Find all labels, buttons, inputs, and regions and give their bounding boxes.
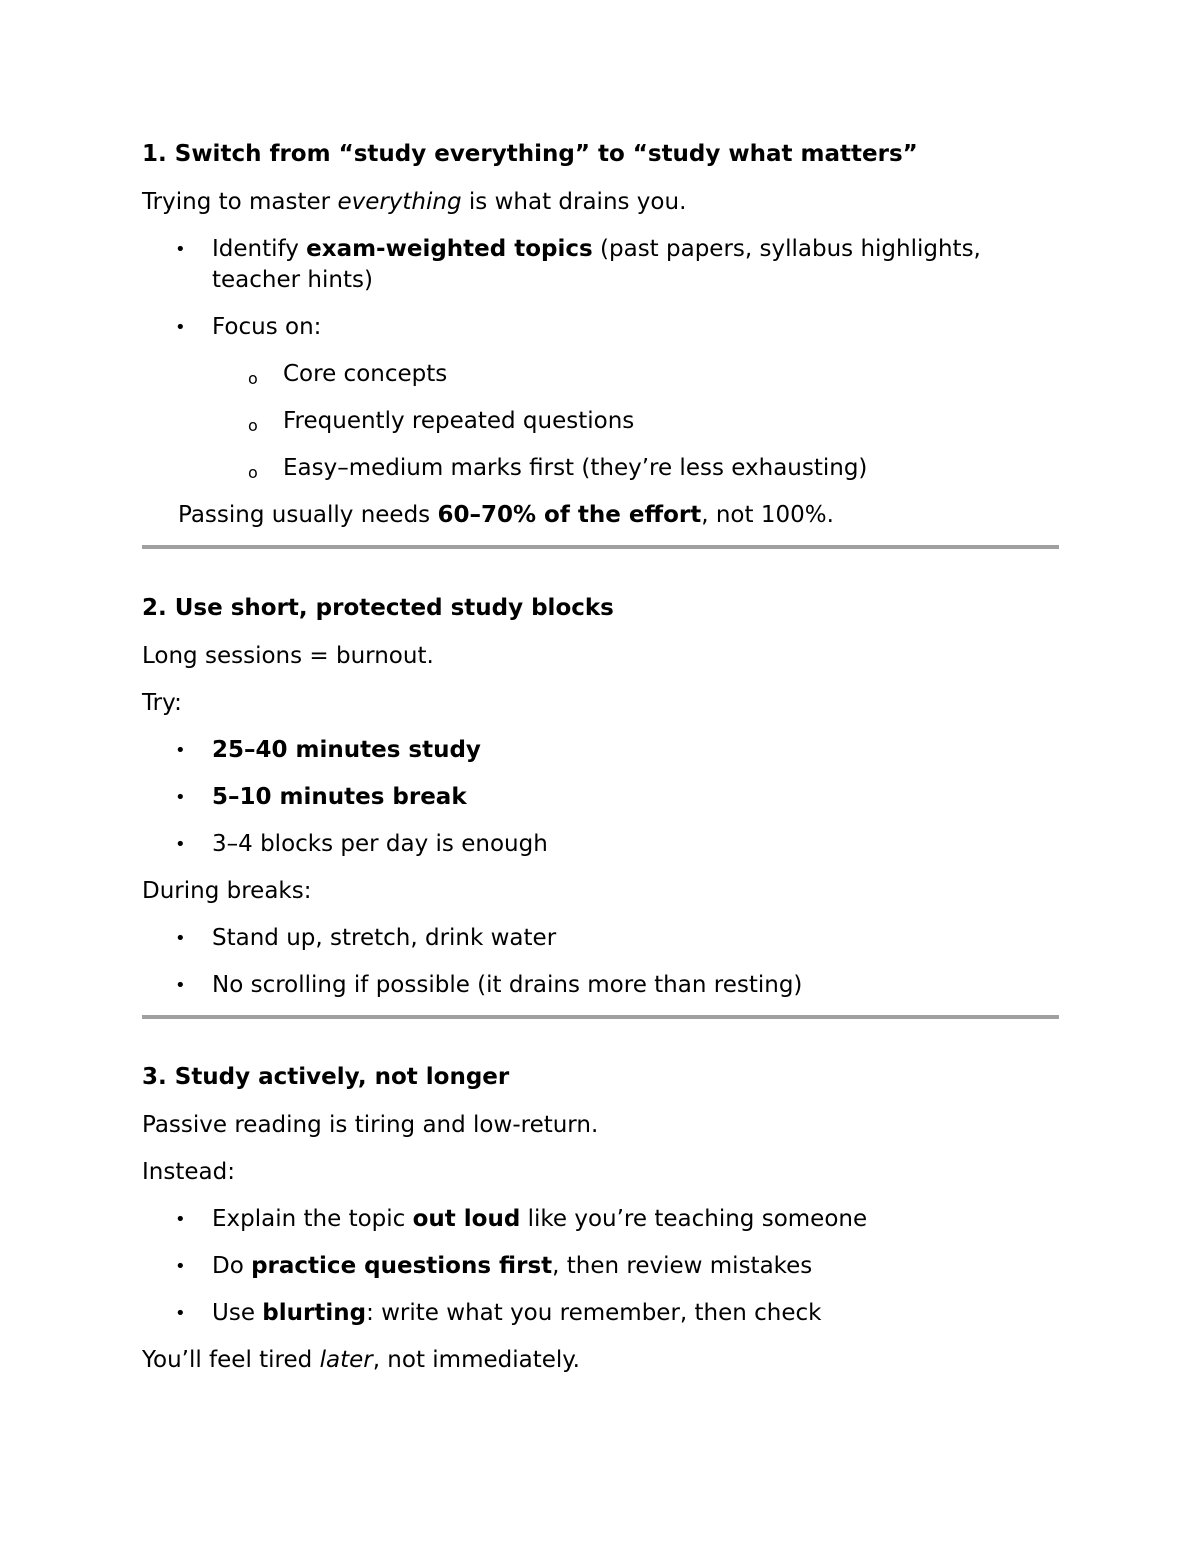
breaks-label: During breaks: — [142, 878, 312, 904]
list-item — [142, 1204, 1059, 1235]
bullet-icon: • — [175, 1209, 186, 1230]
bullet-icon: • — [175, 928, 186, 949]
list-item-text-end: , then review mistakes — [552, 1253, 813, 1279]
breaks-list — [142, 923, 1059, 1001]
list-item-bold: blurting — [262, 1300, 367, 1326]
sub-list-item — [142, 359, 1059, 390]
bullet-icon: • — [175, 975, 186, 996]
note-bold: 60–70% of the effort — [437, 502, 702, 528]
list-item-bold: practice questions first — [251, 1253, 553, 1279]
section-1-note — [142, 500, 1059, 531]
list-item-text: Stand up, stretch, drink water — [212, 925, 557, 951]
list-item — [142, 1298, 1059, 1329]
list-item — [142, 829, 1059, 860]
list-item-text: 3–4 blocks per day is enough — [212, 831, 548, 857]
bullet-icon: • — [175, 1303, 186, 1324]
list-item-bold: exam-weighted topics — [306, 236, 593, 262]
circle-bullet-icon: o — [248, 416, 258, 435]
list-item-bold: out loud — [412, 1206, 521, 1232]
intro-emphasis: everything — [337, 189, 462, 215]
list-item-text: Focus on: — [212, 314, 322, 340]
list-item-text-end: (past papers, syllabus highlights, teacher hints) — [212, 236, 981, 293]
section-2-list — [142, 735, 1059, 860]
section-3-heading: 3. Study actively, not longer — [142, 1064, 510, 1090]
bullet-icon: • — [175, 239, 186, 260]
list-item-bold: 5–10 minutes break — [212, 784, 467, 810]
section-3-closing — [142, 1345, 1059, 1376]
sub-list-item — [142, 453, 1059, 484]
list-item — [142, 312, 1059, 484]
bullet-icon: • — [175, 740, 186, 761]
list-item-text: Use — [212, 1300, 263, 1326]
instead-label: Instead: — [142, 1159, 235, 1185]
list-item — [142, 782, 1059, 813]
section-2-heading: 2. Use short, protected study blocks — [142, 595, 614, 621]
intro-text: Trying to master — [142, 189, 338, 215]
list-item-text-end: : write what you remember, then check — [366, 1300, 822, 1326]
section-3-list — [142, 1204, 1059, 1329]
list-item-text: Explain the topic — [212, 1206, 413, 1232]
sub-list-item-text: Easy–medium marks first (they’re less exhausting) — [283, 455, 868, 481]
circle-bullet-icon: o — [248, 369, 258, 388]
list-item — [142, 234, 1059, 296]
section-2-intro: Long sessions = burnout. — [142, 643, 434, 669]
document-page — [142, 139, 1059, 1376]
closing-emphasis: later — [319, 1347, 373, 1373]
section-1-intro — [142, 187, 1059, 218]
sub-list-item-text: Frequently repeated questions — [283, 408, 635, 434]
list-item-text: No scrolling if possible (it drains more than resting) — [212, 972, 803, 998]
note-text: Passing usually needs — [178, 502, 438, 528]
list-item-text-end: like you’re teaching someone — [520, 1206, 868, 1232]
list-item — [142, 970, 1059, 1001]
bullet-icon: • — [175, 317, 186, 338]
list-item-text: Do — [212, 1253, 252, 1279]
sub-list-item-text: Core concepts — [283, 361, 448, 387]
list-item-bold: 25–40 minutes study — [212, 737, 481, 763]
bullet-icon: • — [175, 834, 186, 855]
note-text-end: , not 100%. — [701, 502, 834, 528]
closing-text-end: , not immediately. — [372, 1347, 580, 1373]
section-1-heading: 1. Switch from “study everything” to “study what matters” — [142, 141, 918, 167]
bullet-icon: • — [175, 1256, 186, 1277]
sub-list-item — [142, 406, 1059, 437]
list-item — [142, 1251, 1059, 1282]
list-item — [142, 923, 1059, 954]
closing-text: You’ll feel tired — [142, 1347, 320, 1373]
focus-sublist — [142, 359, 1059, 484]
list-item-text: Identify — [212, 236, 307, 262]
bullet-icon: • — [175, 787, 186, 808]
try-label: Try: — [142, 690, 182, 716]
section-1-list — [142, 234, 1059, 484]
intro-text-end: is what drains you. — [461, 189, 687, 215]
section-3-intro: Passive reading is tiring and low-return. — [142, 1112, 599, 1138]
list-item — [142, 735, 1059, 766]
circle-bullet-icon: o — [248, 463, 258, 482]
